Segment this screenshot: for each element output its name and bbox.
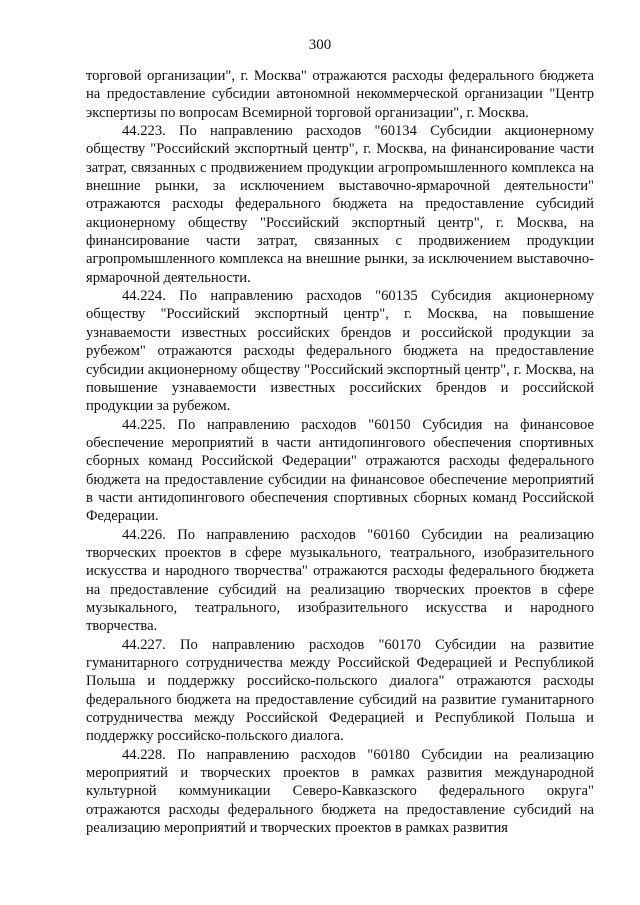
paragraph-44-227: 44.227. По направлению расходов "60170 Субсидии на развитие гуманитарного сотрудничества между Российской Федерацией и Республикой Польша и поддержку российско-польского диалога" отражаются расходы федерального бюджета на предоставление субсидий на развитие гуманитарного сотрудничества между Российской Федерацией и Республикой Польша и поддержку российско-польского диалога. bbox=[86, 636, 594, 745]
paragraph-44-224: 44.224. По направлению расходов "60135 Субсидия акционерному обществу "Российский экспортный центр", г. Москва, на повышение узнаваемости известных российских брендов и российской продукции за рубежом" отражаются расходы федерального бюджета на предоставление субсидии акционерному обществу "Российский экспортный центр", г. Москва, на повышение узнаваемости известных российских брендов и российской продукции за рубежом. bbox=[86, 288, 594, 415]
page-number: 300 bbox=[308, 37, 332, 53]
paragraph-continuation: торговой организации", г. Москва" отражаются расходы федерального бюджета на предоставление субсидии автономной некоммерческой организации "Центр экспертизы по вопросам Всемирной торговой организации", г. Москва. bbox=[86, 68, 594, 121]
paragraph-44-225: 44.225. По направлению расходов "60150 Субсидия на финансовое обеспечение мероприятий в части антидопингового обеспечения спортивных сборных команд Российской Федерации" отражаются расходы федерального бюджета на предоставление субсидии на финансовое обеспечение мероприятий в части антидопингового обеспечения спортивных сборных команд Российской Федерации. bbox=[86, 416, 594, 525]
document-body bbox=[86, 67, 594, 837]
paragraph-44-228: 44.228. По направлению расходов "60180 Субсидии на реализацию мероприятий и творческих проектов в рамках развития международной культурной коммуникации Северо-Кавказского федерального округа" отражаются расходы федерального бюджета на предоставление субсидий на реализацию мероприятий и творческих проектов в рамках развития bbox=[86, 746, 594, 837]
paragraph-44-226: 44.226. По направлению расходов "60160 Субсидии на реализацию творческих проектов в сфере музыкального, театрального, изобразительного искусства и народного творчества" отражаются расходы федерального бюджета на предоставление субсидий на реализацию творческих проектов в сфере музыкального, театрального, изобразительного искусства и народного творчества. bbox=[86, 526, 594, 635]
paragraph-44-223: 44.223. По направлению расходов "60134 Субсидии акционерному обществу "Российский экспортный центр", г. Москва, на финансирование части затрат, связанных с продвижением продукции агропромышленного комплекса на внешние рынки, за исключением выставочно-ярмарочной деятельности" отражаются расходы федерального бюджета на предоставление субсидий акционерному обществу "Российский экспортный центр", г. Москва, на финансирование части затрат, связанных с продвижением продукции агропромышленного комплекса на внешние рынки, за исключением выставочно-ярмарочной деятельности. bbox=[86, 123, 594, 286]
